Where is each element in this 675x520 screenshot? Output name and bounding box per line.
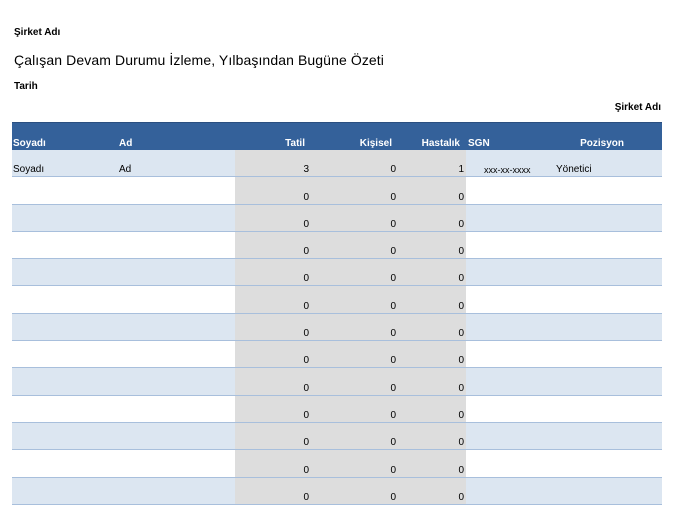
- cell-personal[interactable]: 0: [311, 477, 398, 504]
- cell-first-name[interactable]: [118, 477, 235, 504]
- table-row: [12, 395, 662, 422]
- cell-personal[interactable]: 0: [311, 259, 398, 286]
- cell-personal[interactable]: 0: [311, 150, 398, 177]
- column-header-personal[interactable]: Kişisel: [311, 123, 398, 151]
- column-header-sick[interactable]: Hastalık: [398, 123, 466, 151]
- cell-first-name[interactable]: [118, 313, 235, 340]
- cell-vacation[interactable]: 0: [235, 477, 311, 504]
- cell-sick[interactable]: 1: [398, 150, 466, 177]
- cell-position[interactable]: [544, 395, 662, 422]
- cell-ssn[interactable]: [466, 259, 544, 286]
- table-row: [12, 422, 662, 449]
- cell-ssn[interactable]: xxx-xx-xxxx: [466, 150, 544, 177]
- cell-sick[interactable]: 0: [398, 422, 466, 449]
- table-row: [12, 204, 662, 231]
- cell-ssn[interactable]: [466, 177, 544, 204]
- cell-personal[interactable]: 0: [311, 286, 398, 313]
- cell-first-name[interactable]: [118, 395, 235, 422]
- cell-position[interactable]: Yönetici: [544, 150, 662, 177]
- cell-ssn[interactable]: [466, 450, 544, 477]
- cell-last-name[interactable]: [12, 286, 118, 313]
- cell-vacation[interactable]: 0: [235, 422, 311, 449]
- attendance-table: [12, 122, 662, 505]
- table-row: [12, 231, 662, 258]
- cell-sick[interactable]: 0: [398, 368, 466, 395]
- table-row: [12, 341, 662, 368]
- table-row: [12, 313, 662, 340]
- cell-ssn[interactable]: [466, 341, 544, 368]
- cell-first-name[interactable]: [118, 231, 235, 258]
- cell-sick[interactable]: 0: [398, 341, 466, 368]
- cell-last-name[interactable]: [12, 341, 118, 368]
- cell-last-name[interactable]: [12, 204, 118, 231]
- date-label: Tarih: [14, 81, 38, 92]
- column-header-ssn[interactable]: SGN: [466, 123, 544, 151]
- table-body: [12, 150, 662, 504]
- cell-last-name[interactable]: [12, 231, 118, 258]
- cell-sick[interactable]: 0: [398, 395, 466, 422]
- table-row: [12, 150, 662, 177]
- cell-last-name[interactable]: [12, 422, 118, 449]
- cell-sick[interactable]: 0: [398, 259, 466, 286]
- cell-sick[interactable]: 0: [398, 286, 466, 313]
- cell-position[interactable]: [544, 204, 662, 231]
- cell-position[interactable]: [544, 477, 662, 504]
- cell-position[interactable]: [544, 231, 662, 258]
- cell-ssn[interactable]: [466, 395, 544, 422]
- cell-personal[interactable]: 0: [311, 450, 398, 477]
- cell-vacation[interactable]: 3: [235, 150, 311, 177]
- cell-position[interactable]: [544, 368, 662, 395]
- cell-first-name[interactable]: [118, 286, 235, 313]
- cell-last-name[interactable]: [12, 313, 118, 340]
- cell-first-name[interactable]: [118, 450, 235, 477]
- cell-vacation[interactable]: 0: [235, 368, 311, 395]
- cell-vacation[interactable]: 0: [235, 313, 311, 340]
- table-row: [12, 177, 662, 204]
- cell-personal[interactable]: 0: [311, 368, 398, 395]
- table-row: [12, 477, 662, 504]
- column-header-first-name[interactable]: Ad: [118, 123, 235, 151]
- cell-last-name[interactable]: [12, 395, 118, 422]
- company-name-right: Şirket Adı: [614, 102, 661, 113]
- cell-first-name[interactable]: [118, 204, 235, 231]
- cell-position[interactable]: [544, 422, 662, 449]
- cell-ssn[interactable]: [466, 313, 544, 340]
- cell-sick[interactable]: 0: [398, 450, 466, 477]
- cell-personal[interactable]: 0: [311, 177, 398, 204]
- cell-first-name[interactable]: [118, 177, 235, 204]
- cell-position[interactable]: [544, 259, 662, 286]
- cell-last-name[interactable]: Soyadı: [12, 150, 118, 177]
- cell-sick[interactable]: 0: [398, 177, 466, 204]
- cell-first-name[interactable]: [118, 422, 235, 449]
- cell-vacation[interactable]: 0: [235, 286, 311, 313]
- company-name: Şirket Adı: [14, 27, 61, 38]
- cell-ssn[interactable]: [466, 204, 544, 231]
- cell-vacation[interactable]: 0: [235, 177, 311, 204]
- cell-ssn[interactable]: [466, 422, 544, 449]
- cell-first-name[interactable]: [118, 368, 235, 395]
- table-header-row: [12, 123, 662, 151]
- column-header-vacation[interactable]: Tatil: [235, 123, 311, 151]
- cell-last-name[interactable]: [12, 177, 118, 204]
- cell-position[interactable]: [544, 286, 662, 313]
- cell-last-name[interactable]: [12, 259, 118, 286]
- cell-personal[interactable]: 0: [311, 231, 398, 258]
- table-row: [12, 450, 662, 477]
- cell-last-name[interactable]: [12, 477, 118, 504]
- cell-first-name[interactable]: [118, 259, 235, 286]
- cell-position[interactable]: [544, 313, 662, 340]
- cell-sick[interactable]: 0: [398, 477, 466, 504]
- cell-personal[interactable]: 0: [311, 313, 398, 340]
- cell-vacation[interactable]: 0: [235, 395, 311, 422]
- cell-sick[interactable]: 0: [398, 231, 466, 258]
- cell-vacation[interactable]: 0: [235, 450, 311, 477]
- cell-vacation[interactable]: 0: [235, 231, 311, 258]
- table-row: [12, 368, 662, 395]
- cell-personal[interactable]: 0: [311, 204, 398, 231]
- cell-personal[interactable]: 0: [311, 422, 398, 449]
- cell-last-name[interactable]: [12, 450, 118, 477]
- table-row: [12, 286, 662, 313]
- cell-position[interactable]: [544, 177, 662, 204]
- cell-ssn[interactable]: [466, 286, 544, 313]
- cell-first-name[interactable]: Ad: [118, 150, 235, 177]
- page-title: Çalışan Devam Durumu İzleme, Yılbaşından Bugüne Özeti: [14, 52, 385, 68]
- cell-vacation[interactable]: 0: [235, 341, 311, 368]
- cell-personal[interactable]: 0: [311, 395, 398, 422]
- column-header-position[interactable]: Pozisyon: [544, 123, 662, 151]
- cell-vacation[interactable]: 0: [235, 204, 311, 231]
- column-header-last-name[interactable]: Soyadı: [12, 123, 118, 151]
- cell-personal[interactable]: 0: [311, 341, 398, 368]
- cell-sick[interactable]: 0: [398, 313, 466, 340]
- cell-ssn[interactable]: [466, 477, 544, 504]
- cell-first-name[interactable]: [118, 341, 235, 368]
- cell-ssn[interactable]: [466, 231, 544, 258]
- cell-ssn[interactable]: [466, 368, 544, 395]
- cell-sick[interactable]: 0: [398, 204, 466, 231]
- cell-position[interactable]: [544, 341, 662, 368]
- cell-last-name[interactable]: [12, 368, 118, 395]
- table-row: [12, 259, 662, 286]
- cell-vacation[interactable]: 0: [235, 259, 311, 286]
- cell-position[interactable]: [544, 450, 662, 477]
